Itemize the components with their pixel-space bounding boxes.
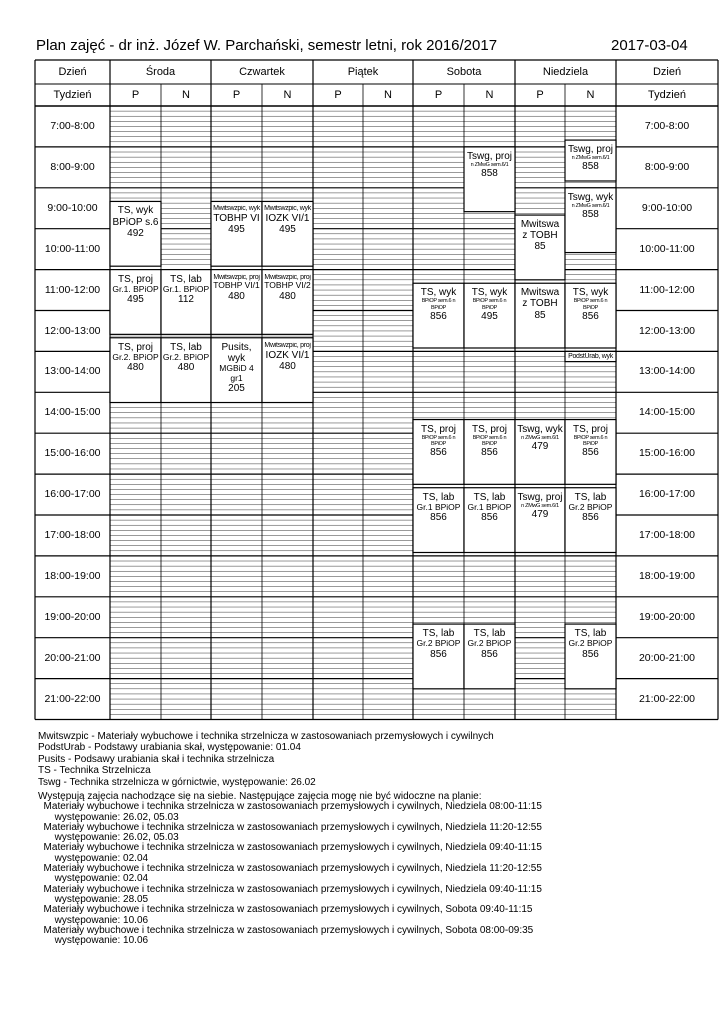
event-line: Tswg, proj	[466, 150, 512, 162]
event	[111, 205, 160, 266]
event-line: TS, proj	[420, 423, 456, 435]
note-line: Materiały wybuchowe i technika strzelnicza w zastosowaniach przemysłowych i cywilnych, Niedziela 09:40-11:15	[38, 883, 542, 895]
overlap-notes	[38, 792, 542, 946]
legend-entry: Pusits - Podsawy urabiania skał i technika strzelnicza	[38, 753, 275, 765]
event-line: n ZMwG sem.6/1	[521, 502, 559, 509]
time-label-left: 12:00-13:00	[44, 324, 101, 337]
event	[516, 492, 564, 553]
event-line: 495	[127, 294, 144, 306]
event-line: 495	[279, 224, 296, 236]
week-label-8: P	[536, 89, 544, 101]
event-line: 856	[582, 512, 599, 524]
event	[263, 274, 312, 335]
week-label-7: N	[485, 89, 494, 101]
week-label-9: N	[586, 89, 595, 101]
event-line: 480	[279, 290, 296, 302]
note-line: Materiały wybuchowe i technika strzelnicza w zastosowaniach przemysłowych i cywilnych, Niedziela 11:20-12:55	[38, 863, 542, 875]
event-line: Tswg, proj	[517, 491, 563, 503]
event	[465, 151, 514, 212]
time-label-left: 11:00-12:00	[44, 283, 101, 296]
event	[263, 205, 312, 266]
event-line: 479	[531, 440, 549, 452]
event-line: PodstUrab, wyk	[568, 353, 613, 360]
time-label-left: 15:00-16:00	[44, 447, 101, 460]
week-label-0: P	[131, 89, 140, 101]
event-line: 479	[531, 509, 549, 521]
event-line: 856	[582, 648, 599, 660]
event-line: Gr.1 BPiOP	[416, 501, 461, 512]
event	[212, 342, 261, 403]
event-line: Gr.1 BPiOP	[467, 501, 512, 512]
event-line: 480	[228, 290, 245, 302]
day-header-right: Dzień	[652, 66, 682, 78]
week-header-right: Tydzień	[648, 89, 686, 101]
time-label-right: 15:00-16:00	[638, 447, 696, 460]
note-line: występowanie: 02.04	[38, 852, 149, 864]
event-line: BPiOP sem.6 n BPiOP	[573, 434, 608, 447]
event-line: BPiOP sem.6 n BPiOP	[421, 298, 456, 311]
event	[566, 628, 615, 689]
event	[162, 342, 210, 403]
event-line: 480	[177, 362, 195, 374]
event	[566, 144, 615, 181]
event	[263, 342, 312, 403]
event-line: BPiOP sem.6 n BPiOP	[573, 298, 608, 311]
event-line: 112	[178, 294, 194, 306]
event	[212, 274, 261, 335]
event	[516, 424, 564, 485]
event-line: TOBHP VI/2	[264, 280, 311, 291]
event	[465, 628, 514, 689]
event-line: TS, wyk	[572, 287, 609, 299]
time-label-left: 13:00-14:00	[44, 365, 101, 378]
event	[111, 274, 160, 335]
legend-entry: PodstUrab - Podstawy urabiania skał, występowanie: 01.04	[38, 742, 301, 754]
day-header-3: Sobota	[446, 66, 482, 78]
event-line: z TOBH	[522, 298, 558, 310]
event-line: 495	[481, 310, 498, 322]
event-line: 495	[228, 224, 245, 236]
week-label-6: P	[434, 89, 443, 101]
time-label-left: 14:00-15:00	[44, 406, 101, 419]
note-line: Materiały wybuchowe i technika strzelnicza w zastosowaniach przemysłowych i cywilnych, Sobota 08:00-09:35	[38, 924, 534, 936]
time-label-left: 20:00-21:00	[44, 651, 101, 664]
event	[516, 287, 564, 348]
time-label-right: 18:00-19:00	[638, 569, 696, 582]
event-line: Tswg, wyk	[567, 191, 614, 203]
event	[566, 492, 615, 553]
event-line: n ZMwG sem.6/1	[470, 162, 509, 169]
event	[414, 492, 463, 553]
legend-entry: Tswg - Technika strzelnicza w górnictwie, występowanie: 26.02	[38, 776, 316, 788]
day-header-2: Piątek	[347, 66, 379, 78]
event-line: BPiOP sem.6 n BPiOP	[472, 434, 507, 447]
event-line: 858	[481, 168, 498, 180]
event-line: Gr.2. BPiOP	[112, 351, 159, 362]
event-line: Mwitswa	[520, 287, 560, 299]
event-line: BPiOP sem.6 n BPiOP	[421, 434, 456, 447]
event-line: 856	[481, 648, 498, 660]
time-label-left: 16:00-17:00	[44, 488, 101, 501]
event-line: 856	[481, 512, 498, 524]
time-label-left: 18:00-19:00	[44, 569, 101, 582]
event-line: TS, proj	[572, 423, 608, 435]
note-line: Materiały wybuchowe i technika strzelnicza w zastosowaniach przemysłowych i cywilnych, Niedziela 09:40-11:15	[38, 842, 542, 854]
event-line: BPiOP sem.6 n BPiOP	[472, 298, 507, 311]
event-line: n ZMwG sem.6/1	[571, 202, 610, 209]
event-line: n ZMwG sem.6/1	[571, 155, 610, 162]
week-header-left: Tydzień	[53, 89, 92, 101]
event-line: TS, proj	[117, 341, 153, 353]
event	[516, 219, 564, 280]
event-line: Tswg, wyk	[517, 423, 563, 435]
event-line: MGBiD 4 gr1	[219, 363, 254, 383]
event-line: 856	[430, 648, 447, 660]
event-line: Mwitswzpic, proj	[213, 273, 260, 281]
event-line: TS, lab	[170, 341, 202, 353]
event-line: z TOBH	[522, 230, 558, 242]
event-line: Mwitswa	[520, 219, 560, 231]
event-line: Gr.2 BPiOP	[467, 638, 512, 649]
event-line: TS, lab	[473, 491, 506, 503]
time-label-right: 9:00-10:00	[641, 201, 693, 214]
time-label-left: 10:00-11:00	[44, 242, 101, 255]
day-header-4: Niedziela	[542, 66, 589, 78]
time-label-right: 17:00-18:00	[638, 529, 696, 541]
event	[566, 192, 615, 253]
event-line: 480	[127, 362, 144, 374]
time-label-right: 20:00-21:00	[638, 651, 696, 664]
legend-entry: Mwitswzpic - Materiały wybuchowe i technika strzelnicza w zastosowaniach przemysłowych i cywilnych	[38, 731, 494, 742]
note-line: Występują zajęcia nachodzące się na siebie. Następujące zajęcia mogę nie być widoczne na planie:	[38, 791, 482, 802]
event-line: TS, wyk	[117, 205, 154, 217]
event	[566, 424, 615, 485]
event-line: Gr.2 BPiOP	[568, 501, 613, 512]
event-line: 85	[534, 241, 546, 253]
event-line: Mwitswzpic, wyk	[264, 205, 311, 213]
note-line: występowanie: 02.04	[38, 873, 149, 885]
event-line: 858	[582, 209, 599, 221]
note-line: Materiały wybuchowe i technika strzelnicza w zastosowaniach przemysłowych i cywilnych, Niedziela 08:00-11:15	[38, 801, 542, 813]
week-label-1: N	[182, 89, 190, 101]
event-line: Gr.2 BPiOP	[568, 638, 613, 649]
event-line: TS, lab	[422, 628, 455, 640]
note-line: Materiały wybuchowe i technika strzelnicza w zastosowaniach przemysłowych i cywilnych, Sobota 09:40-11:15	[38, 904, 533, 916]
event-line: Tswg, proj	[567, 144, 613, 156]
time-label-right: 21:00-22:00	[638, 692, 696, 705]
event-line: 492	[127, 227, 144, 239]
event-line: Gr.2 BPiOP	[416, 638, 461, 649]
event-line: 856	[430, 512, 447, 524]
day-header-0: Środa	[145, 66, 176, 78]
event-line: TS, lab	[473, 628, 506, 640]
event-line: 856	[481, 447, 498, 459]
event-line: TOBHP VI/1	[213, 280, 260, 291]
event-line: Gr.1. BPiOP	[162, 283, 210, 294]
time-label-left: 21:00-22:00	[44, 692, 101, 705]
event-line: 856	[582, 447, 599, 459]
event	[465, 287, 514, 348]
event-line: Pusits, wyk	[221, 341, 252, 364]
event-line: 858	[582, 161, 599, 173]
event	[465, 424, 514, 485]
event-line: Gr.2. BPiOP	[162, 351, 210, 362]
event-line: 205	[228, 383, 245, 395]
event	[162, 274, 210, 335]
day-header-1: Czwartek	[239, 66, 285, 78]
event-line: TS, lab	[574, 491, 607, 503]
event	[414, 287, 463, 348]
event-line: BPiOP s.6	[112, 216, 159, 228]
event-line: TS, lab	[574, 628, 607, 640]
time-label-right: 19:00-20:00	[638, 610, 696, 623]
note-line: występowanie: 26.02, 05.03	[38, 811, 179, 823]
event	[414, 424, 463, 485]
day-header-left: Dzień	[58, 66, 87, 78]
event-line: TS, lab	[170, 273, 202, 285]
event-line: TOBHP VI	[213, 213, 260, 225]
time-label-left: 17:00-18:00	[44, 529, 101, 541]
event-line: 856	[582, 310, 599, 322]
note-line: Materiały wybuchowe i technika strzelnicza w zastosowaniach przemysłowych i cywilnych, Niedziela 11:20-12:55	[38, 821, 542, 833]
legend-entry: TS - Technika Strzelnicza	[38, 765, 151, 777]
event-line: TS, proj	[471, 423, 507, 435]
event	[566, 287, 615, 348]
week-label-5: N	[384, 89, 392, 101]
week-label-3: N	[283, 89, 292, 101]
note-line: występowanie: 10.06	[38, 914, 149, 926]
event-line: 480	[279, 360, 296, 372]
event-line: n ZMwG sem.6/1	[521, 434, 559, 441]
time-label-left: 7:00-8:00	[50, 120, 95, 132]
time-label-right: 16:00-17:00	[638, 488, 696, 501]
event-line: TS, lab	[422, 491, 455, 503]
event-line: TS, wyk	[471, 287, 508, 299]
time-label-left: 19:00-20:00	[44, 610, 101, 623]
note-line: występowanie: 28.05	[38, 893, 149, 905]
event-line: Gr.1. BPiOP	[112, 283, 159, 294]
page-title: Plan zajęć - dr inż. Józef W. Parchański, semestr letni, rok 2016/2017	[36, 37, 498, 54]
event-line: IOZK VI/1	[265, 349, 310, 361]
time-label-right: 14:00-15:00	[638, 406, 696, 419]
event-line: Mwitswzpic, wyk	[213, 205, 260, 213]
time-label-left: 9:00-10:00	[47, 201, 98, 214]
event-line: Mwitswzpic, proj	[264, 273, 311, 281]
week-label-2: P	[232, 89, 241, 101]
event-line: 856	[430, 310, 447, 322]
event	[212, 205, 261, 266]
time-label-left: 8:00-9:00	[50, 160, 95, 173]
time-label-right: 8:00-9:00	[644, 160, 690, 173]
time-label-right: 13:00-14:00	[638, 365, 696, 378]
time-label-right: 12:00-13:00	[638, 324, 696, 337]
note-line: występowanie: 26.02, 05.03	[38, 832, 179, 844]
event	[465, 492, 514, 553]
note-line: występowanie: 10.06	[38, 935, 149, 947]
time-label-right: 7:00-8:00	[644, 120, 690, 132]
event	[111, 342, 160, 403]
week-label-4: P	[334, 89, 342, 101]
event-line: 856	[430, 447, 447, 459]
plan-date: 2017-03-04	[611, 37, 688, 54]
event-line: TS, proj	[117, 273, 153, 285]
time-label-right: 11:00-12:00	[639, 283, 695, 296]
event-line: Mwitswzpic, proj	[264, 341, 311, 349]
event	[566, 353, 615, 359]
event	[414, 628, 463, 689]
time-label-right: 10:00-11:00	[639, 242, 695, 255]
legend	[38, 731, 494, 788]
event-line: IOZK VI/1	[265, 213, 310, 225]
event-line: TS, wyk	[420, 287, 457, 299]
event-line: 85	[534, 309, 546, 321]
